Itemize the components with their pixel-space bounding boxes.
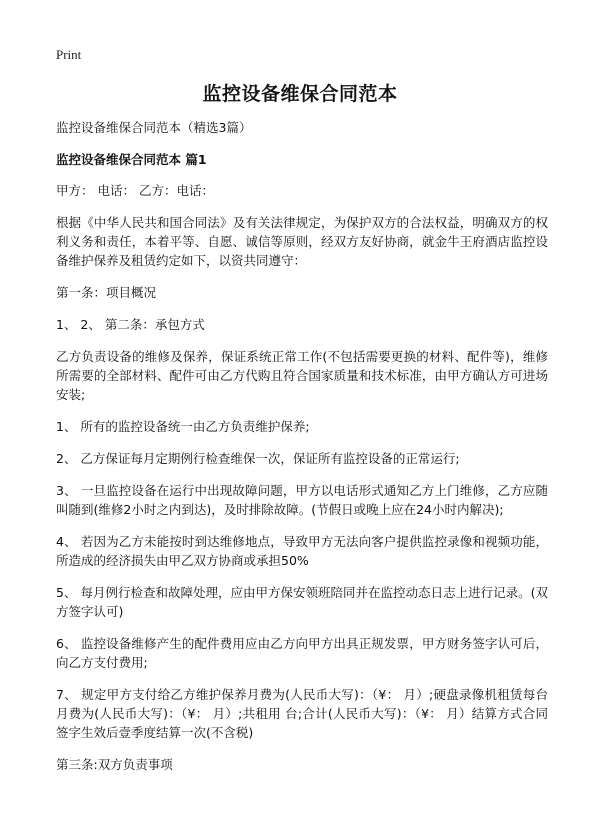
- print-label: Print: [56, 47, 82, 62]
- paragraph-preamble: 根据《中华人民共和国合同法》及有关法律规定，为保护双方的合法权益，明确双方的权利义务和责任，本着平等、自愿、诚信等原则，经双方友好协商，就金牛王府酒店监控设备维护保养及租赁约定如下，以资共同遵守：: [56, 215, 548, 268]
- paragraph-maintenance-scope: 乙方负责设备的维修及保养，保证系统正常工作(不包括需要更换的材料、配件等)，维修所需要的全部材料、配件可由乙方代购且符合国家质量和技术标准，由甲方确认方可进场安装;: [56, 349, 548, 402]
- clause-4: 4、 若因为乙方未能按时到达维修地点，导致甲方无法向客户提供监控录像和视频功能，所造成的经济损失由甲乙双方协商或承担50%: [56, 534, 548, 568]
- clause-5: 5、 每月例行检查和故障处理，应由甲方保安领班陪同并在监控动态日志上进行记录。(双方签字认可): [56, 585, 548, 619]
- clause-1: 1、 所有的监控设备统一由乙方负责维护保养;: [56, 419, 310, 434]
- clause-7: 7、 规定甲方支付给乙方维护保养月费为(人民币大写)：（¥： 月）;硬盘录像机租赁每台月费为(人民币大写)：（¥： 月）;共租用 台;合计(人民币大写)：（¥： 月）结算方式合同签字生效后壹季度结算一次(不含税): [56, 687, 548, 740]
- parties-line: 甲方： 电话： 乙方：电话：: [56, 183, 214, 198]
- document-subtitle: 监控设备维保合同范本（精选3篇）: [56, 120, 252, 135]
- article-2-heading: 1、 2、 第二条：承包方式: [56, 317, 205, 332]
- clause-2: 2、 乙方保证每月定期例行检查维保一次，保证所有监控设备的正常运行;: [56, 451, 460, 466]
- clause-6: 6、 监控设备维修产生的配件费用应由乙方向甲方出具正规发票，甲方财务签字认可后，向乙方支付费用;: [56, 636, 548, 670]
- document-title: 监控设备维保合同范本: [202, 83, 398, 105]
- document-body: [56, 118, 548, 787]
- article-1-heading: 第一条：项目概况: [56, 285, 157, 300]
- article-3-heading: 第三条:双方负责事项: [56, 757, 173, 772]
- clause-3: 3、 一旦监控设备在运行中出现故障问题，甲方以电话形式通知乙方上门维修，乙方应随叫随到(维修2小时之内到达)，及时排除故障。(节假日或晚上应在24小时内解决);: [56, 483, 548, 517]
- section-heading: 监控设备维保合同范本 篇1: [56, 152, 207, 167]
